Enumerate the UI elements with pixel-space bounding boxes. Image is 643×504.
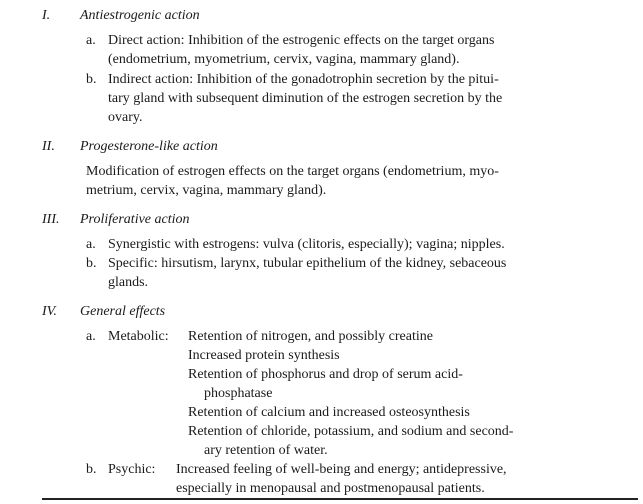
psychic-line: Increased feeling of well-being and energy; antidepressive, (176, 462, 507, 477)
item-label: b. (86, 256, 97, 271)
metabolic-line: Retention of phosphorus and drop of serum acid- (188, 367, 463, 382)
paragraph-line: Modification of estrogen effects on the target organs (endometrium, myo- (86, 164, 499, 179)
metabolic-line: phosphatase (204, 386, 273, 401)
paragraph-line: metrium, cervix, vagina, mammary gland). (86, 183, 327, 198)
item-line: Direct action: Inhibition of the estrogenic effects on the target organs (108, 33, 495, 48)
item-label: b. (86, 462, 97, 477)
section-heading (42, 210, 190, 229)
section-title: Antiestrogenic action (80, 8, 200, 23)
item-label: a. (86, 33, 96, 48)
item-line: tary gland with subsequent diminution of the estrogen secretion by the (108, 91, 503, 106)
section-heading (42, 137, 218, 156)
metabolic-line: Increased protein synthesis (188, 348, 340, 363)
metabolic-line: Retention of calcium and increased osteosynthesis (188, 405, 470, 420)
metabolic-line: Retention of chloride, potassium, and sodium and second- (188, 424, 514, 439)
section-heading (42, 6, 200, 25)
metabolic-term: Metabolic: (108, 329, 169, 344)
psychic-term: Psychic: (108, 462, 156, 477)
metabolic-line: Retention of nitrogen, and possibly creatine (188, 329, 433, 344)
item-line: (endometrium, myometrium, cervix, vagina, mammary gland). (108, 52, 460, 67)
section-title: Proliferative action (80, 212, 190, 227)
item-label: a. (86, 237, 96, 252)
section-title: General effects (80, 304, 166, 319)
section-numeral: III. (42, 212, 60, 227)
item-line: Synergistic with estrogens: vulva (clitoris, especially); vagina; nipples. (108, 237, 505, 252)
item-label: b. (86, 72, 97, 87)
item-line: Indirect action: Inhibition of the gonadotrophin secretion by the pitui- (108, 72, 499, 87)
section-numeral: II. (42, 139, 55, 154)
item-line: Specific: hirsutism, larynx, tubular epithelium of the kidney, sebaceous (108, 256, 507, 271)
item-line: ovary. (108, 110, 143, 125)
metabolic-line: ary retention of water. (204, 443, 328, 458)
item-line: glands. (108, 275, 149, 290)
section-heading (42, 302, 165, 321)
section-title: Progesterone-like action (80, 139, 218, 154)
section-numeral: IV. (42, 304, 57, 319)
section-numeral: I. (42, 8, 51, 23)
bottom-rule (42, 498, 638, 500)
item-label: a. (86, 329, 96, 344)
psychic-line: especially in menopausal and postmenopausal patients. (176, 481, 485, 496)
